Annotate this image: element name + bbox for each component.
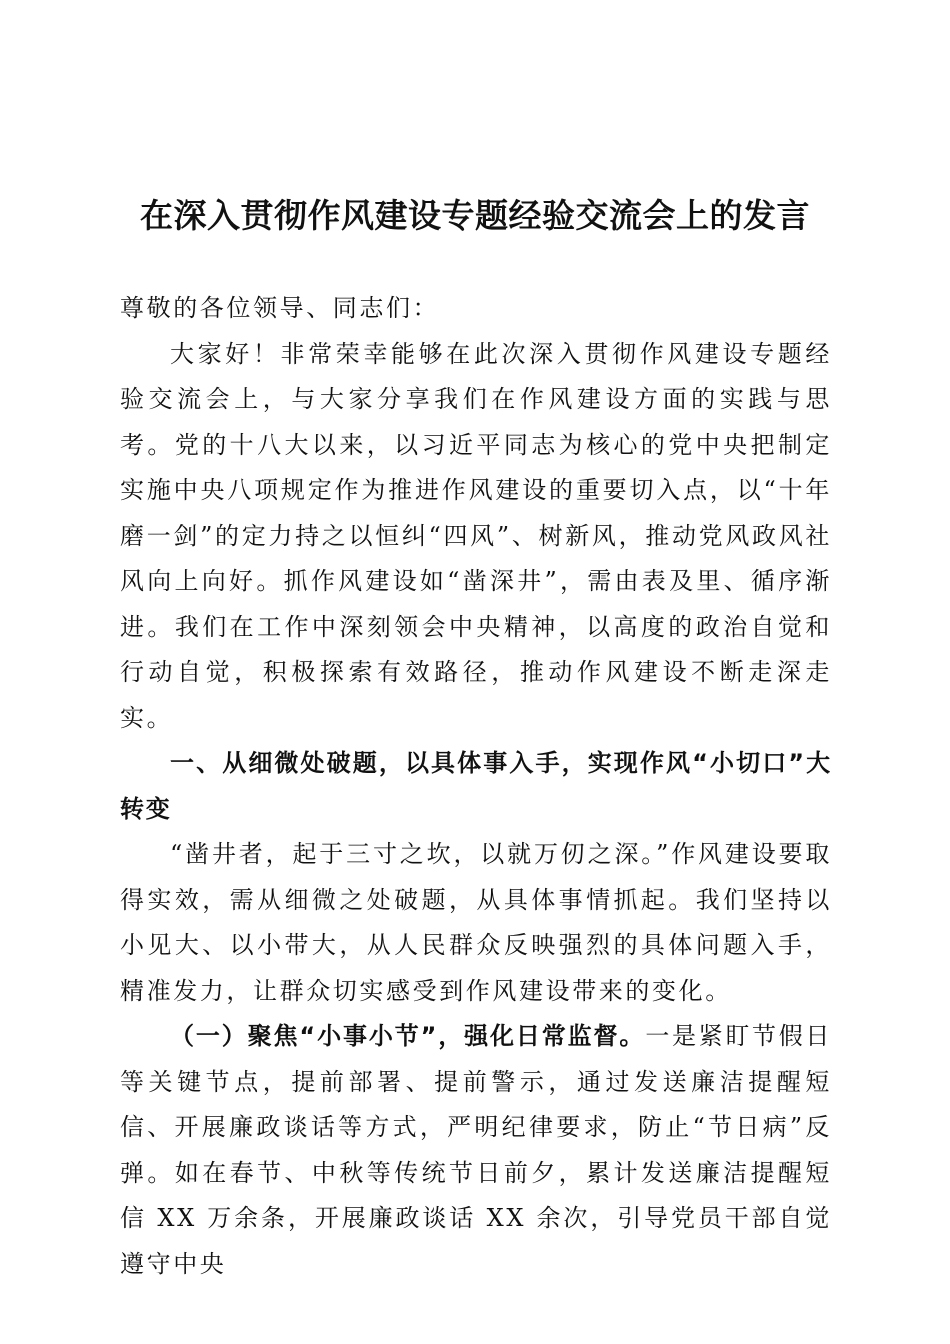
subsection-text-1: 一是紧盯节假日等关键节点，提前部署、提前警示，通过发送廉洁提醒短信、开展廉政谈话等方式，严明纪律要求，防止“节日病”反弹。如在春节、中秋等传统节日前夕，累计发送廉洁提醒短信 XX 万余条，开展廉政谈话 XX 余次，引导党员干部自觉遵守中央: [120, 1022, 833, 1278]
salutation: 尊敬的各位领导、同志们：: [120, 294, 440, 322]
document-title: 在深入贯彻作风建设专题经验交流会上的发言: [140, 196, 810, 235]
document-body: [120, 286, 832, 1287]
intro-paragraph: 大家好！非常荣幸能够在此次深入贯彻作风建设专题经验交流会上，与大家分享我们在作风建设方面的实践与思考。党的十八大以来，以习近平同志为核心的党中央把制定实施中央八项规定作为推进作风建设的重要切入点，以“十年磨一剑”的定力持之以恒纠“四风”、树新风，推动党风政风社风向上向好。抓作风建设如“凿深井”，需由表及里、循序渐进。我们在工作中深刻领会中央精神，以高度的政治自觉和行动自觉，积极探索有效路径，推动作风建设不断走深走实。: [120, 339, 832, 732]
section-heading-1: 一、从细微处破题，以具体事入手，实现作风“小切口”大转变: [120, 749, 832, 823]
subsection-paragraph-1: [120, 1014, 832, 1287]
section-paragraph-1: “凿井者，起于三寸之坎，以就万仞之深。”作风建设要取得实效，需从细微之处破题，从具体事情抓起。我们坚持以小见大、以小带大，从人民群众反映强烈的具体问题入手，精准发力，让群众切实感受到作风建设带来的变化。: [120, 840, 832, 1005]
subsection-heading-1: （一）聚焦“小事小节”，强化日常监督。: [170, 1022, 646, 1050]
